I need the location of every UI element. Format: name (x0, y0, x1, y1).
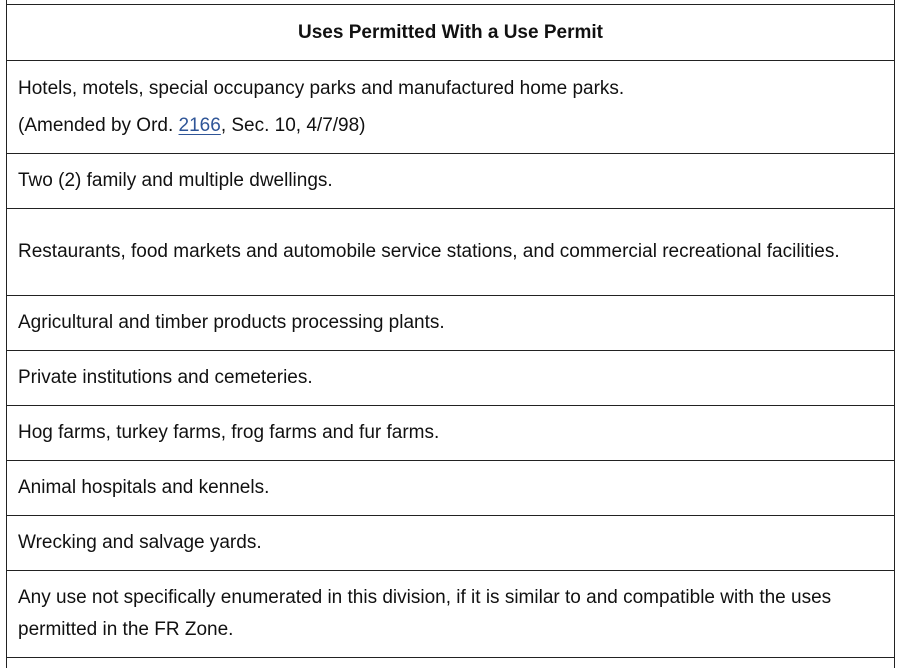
table-row (7, 209, 895, 296)
use-permit-table-container (6, 0, 895, 668)
table-cell: Hog farms, turkey farms, frog farms and fur farms. (7, 406, 895, 461)
table-cell: Two (2) family and multiple dwellings. (7, 154, 895, 209)
table-row (7, 461, 895, 516)
table-cell: Restaurants, food markets and automobile service stations, and commercial recreational facilities. (7, 209, 895, 296)
table-cell: Private institutions and cemeteries. (7, 351, 895, 406)
ordinance-link[interactable]: 2166 (178, 114, 221, 136)
table-cell: Animal hospitals and kennels. (7, 461, 895, 516)
table-cell: Agricultural and timber products processing plants. (7, 296, 895, 351)
table-header-row (7, 5, 895, 61)
amendment-prefix: (Amended by Ord. (18, 114, 179, 136)
table-row (7, 154, 895, 209)
table-header: Uses Permitted With a Use Permit (7, 5, 895, 61)
use-permit-table (6, 0, 895, 668)
table-row (7, 516, 895, 571)
amendment-suffix: , Sec. 10, 4/7/98) (220, 114, 366, 136)
table-cell: Wrecking and salvage yards. (7, 516, 895, 571)
table-row (7, 351, 895, 406)
table-row (7, 571, 895, 658)
amendment-note (18, 110, 883, 142)
row-text: Hotels, motels, special occupancy parks and manufactured home parks. (18, 77, 625, 99)
table-cell: Any use not specifically enumerated in this division, if it is similar to and compatible with the uses permitted in the FR Zone. (7, 571, 895, 658)
table-row (7, 61, 895, 154)
table-bottom-stub-cell (7, 658, 895, 669)
table-row (7, 296, 895, 351)
table-bottom-stub-row (7, 658, 895, 669)
table-row (7, 406, 895, 461)
table-cell (7, 61, 895, 154)
